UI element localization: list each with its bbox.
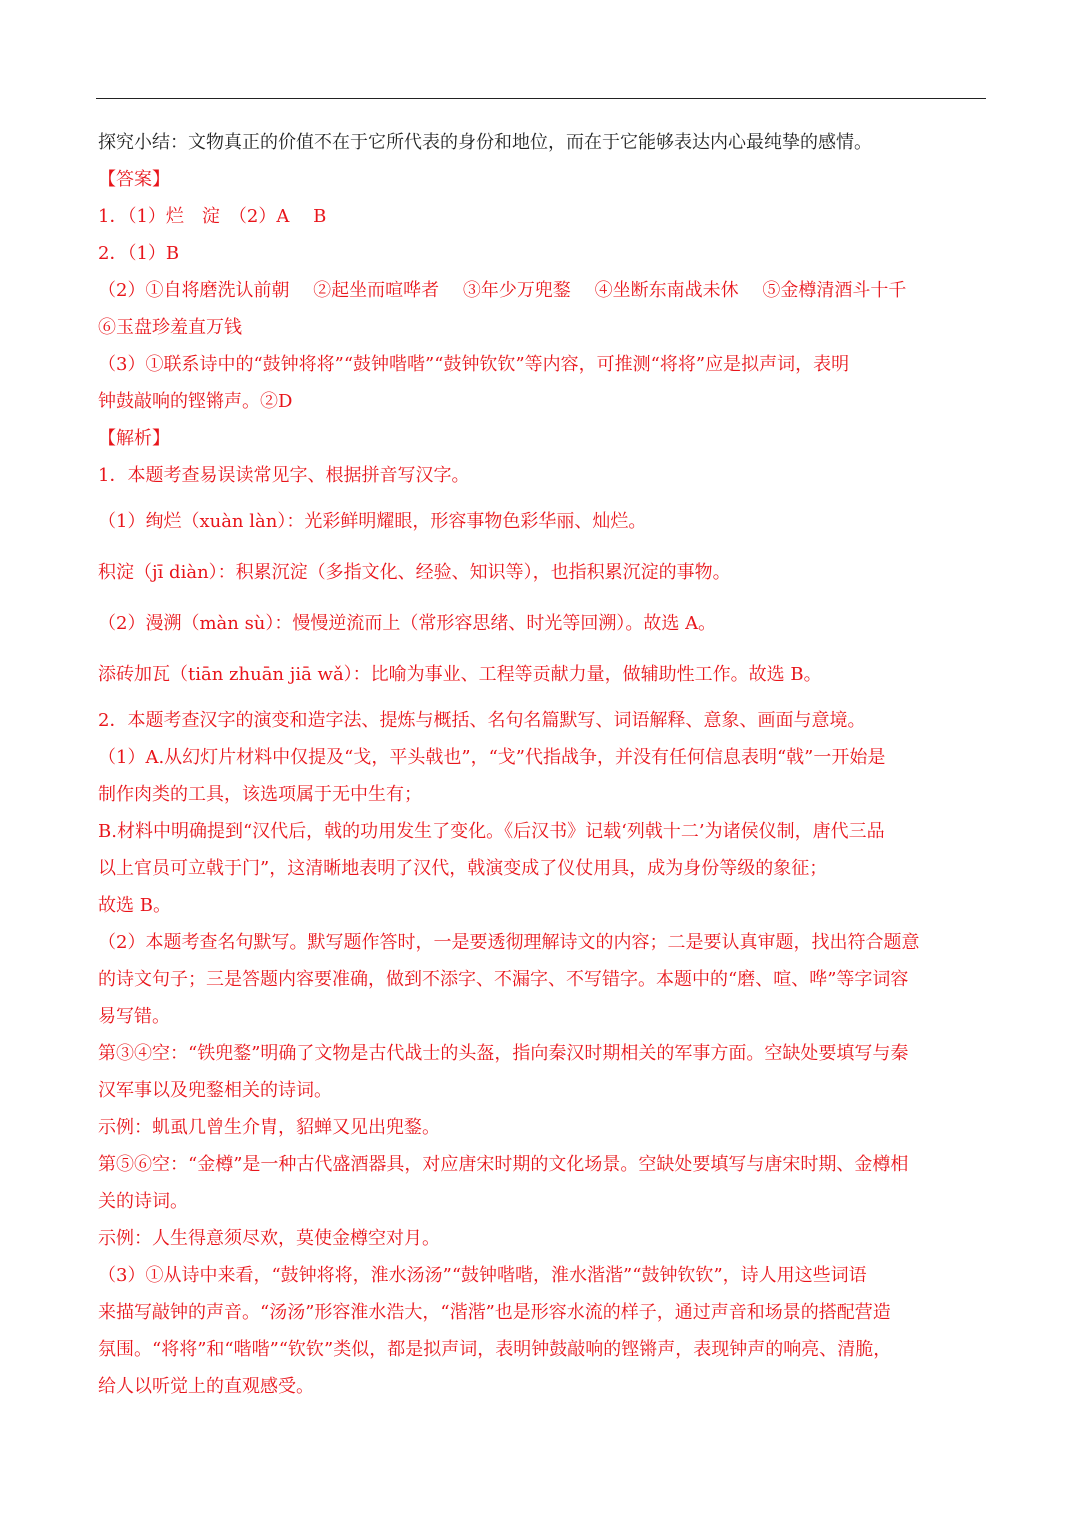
analysis-q1-intro: 1．本题考查易误读常见字、根据拼音写汉字。 — [98, 465, 470, 486]
analysis-q2-line: （1）A.从幻灯片材料中仅提及“戈，平头戟也”，“戈”代指战争，并没有任何信息表明“戟”一开始是 — [98, 747, 886, 768]
answer-line: 2．（1）B — [98, 243, 180, 264]
answer-line: 1．（1）烂 淀 （2）A B — [98, 206, 327, 227]
analysis-q2-line: （3）①从诗中来看，“鼓钟将将，淮水汤汤”“鼓钟喈喈，淮水湝湝”“鼓钟钦钦”，诗人用这些词语 — [98, 1265, 867, 1286]
analysis-q2-line: 给人以听觉上的直观感受。 — [98, 1376, 314, 1397]
analysis-q1-item: 添砖加瓦（tiān zhuān jiā wǎ）：比喻为事业、工程等贡献力量，做辅助性工作。故选 B。 — [98, 664, 822, 685]
analysis-q2-line: 示例：虮虱几曾生介胄，貂蝉又见出兜鍪。 — [98, 1117, 440, 1138]
answer-line: （3）①联系诗中的“鼓钟将将”“鼓钟喈喈”“鼓钟钦钦”等内容，可推测“将将”应是拟声词，表明 — [98, 354, 850, 375]
analysis-q2-line: 关的诗词。 — [98, 1191, 188, 1212]
header-rule — [96, 98, 986, 99]
analysis-q2-line: B.材料中明确提到“汉代后，戟的功用发生了变化。《后汉书》记载‘列戟十二’为诸侯仪制，唐代三品 — [98, 821, 885, 842]
analysis-q1-item: （2）漫溯（màn sù）：慢慢逆流而上（常形容思绪、时光等回溯）。故选 A。 — [98, 613, 717, 634]
analysis-q2-line: 以上官员可立戟于门”，这清晰地表明了汉代，戟演变成了仪仗用具，成为身份等级的象征； — [98, 858, 828, 879]
document-body — [98, 124, 986, 1405]
analysis-q2-line: 汉军事以及兜鍪相关的诗词。 — [98, 1080, 332, 1101]
answer-line: （2）①自将磨洗认前朝 ②起坐而喧哗者 ③年少万兜鍪 ④坐断东南战未休 ⑤金樽清酒斗十千 — [98, 280, 907, 301]
analysis-q2-line: 氛围。“将将”和“喈喈”“钦钦”类似，都是拟声词，表明钟鼓敲响的铿锵声，表现钟声的响亮、清脆， — [98, 1339, 892, 1360]
analysis-q2-line: 第⑤⑥空：“金樽”是一种古代盛酒器具，对应唐宋时期的文化场景。空缺处要填写与唐宋时期、金樽相 — [98, 1154, 909, 1175]
analysis-q2-line: 的诗文句子；三是答题内容要准确，做到不添字、不漏字、不写错字。本题中的“磨、喧、哗”等字词容 — [98, 969, 909, 990]
analysis-heading: 【解析】 — [98, 428, 170, 449]
analysis-q2-line: 2．本题考查汉字的演变和造字法、提炼与概括、名句名篇默写、词语解释、意象、画面与意境。 — [98, 710, 866, 731]
summary-text: 探究小结：文物真正的价值不在于它所代表的身份和地位，而在于它能够表达内心最纯挚的感情。 — [98, 132, 872, 153]
analysis-q1-item: 积淀（jī diàn）：积累沉淀（多指文化、经验、知识等），也指积累沉淀的事物。 — [98, 562, 731, 583]
analysis-q2-line: 示例：人生得意须尽欢，莫使金樽空对月。 — [98, 1228, 440, 1249]
analysis-q2-line: 故选 B。 — [98, 895, 171, 916]
analysis-q2-line: 易写错。 — [98, 1006, 170, 1027]
analysis-q2-line: 来描写敲钟的声音。“汤汤”形容淮水浩大，“湝湝”也是形容水流的样子，通过声音和场景的搭配营造 — [98, 1302, 891, 1323]
answer-heading: 【答案】 — [98, 169, 170, 190]
analysis-q2-line: （2）本题考查名句默写。默写题作答时，一是要透彻理解诗文的内容；二是要认真审题，找出符合题意 — [98, 932, 920, 953]
analysis-q1-item: （1）绚烂（xuàn làn）：光彩鲜明耀眼，形容事物色彩华丽、灿烂。 — [98, 511, 647, 532]
analysis-q2-line: 第③④空：“铁兜鍪”明确了文物是古代战士的头盔，指向秦汉时期相关的军事方面。空缺处要填写与秦 — [98, 1043, 909, 1064]
analysis-q2-line: 制作肉类的工具，该选项属于无中生有； — [98, 784, 422, 805]
answer-line: ⑥玉盘珍羞直万钱 — [98, 317, 242, 338]
answer-line: 钟鼓敲响的铿锵声。②D — [98, 391, 293, 412]
